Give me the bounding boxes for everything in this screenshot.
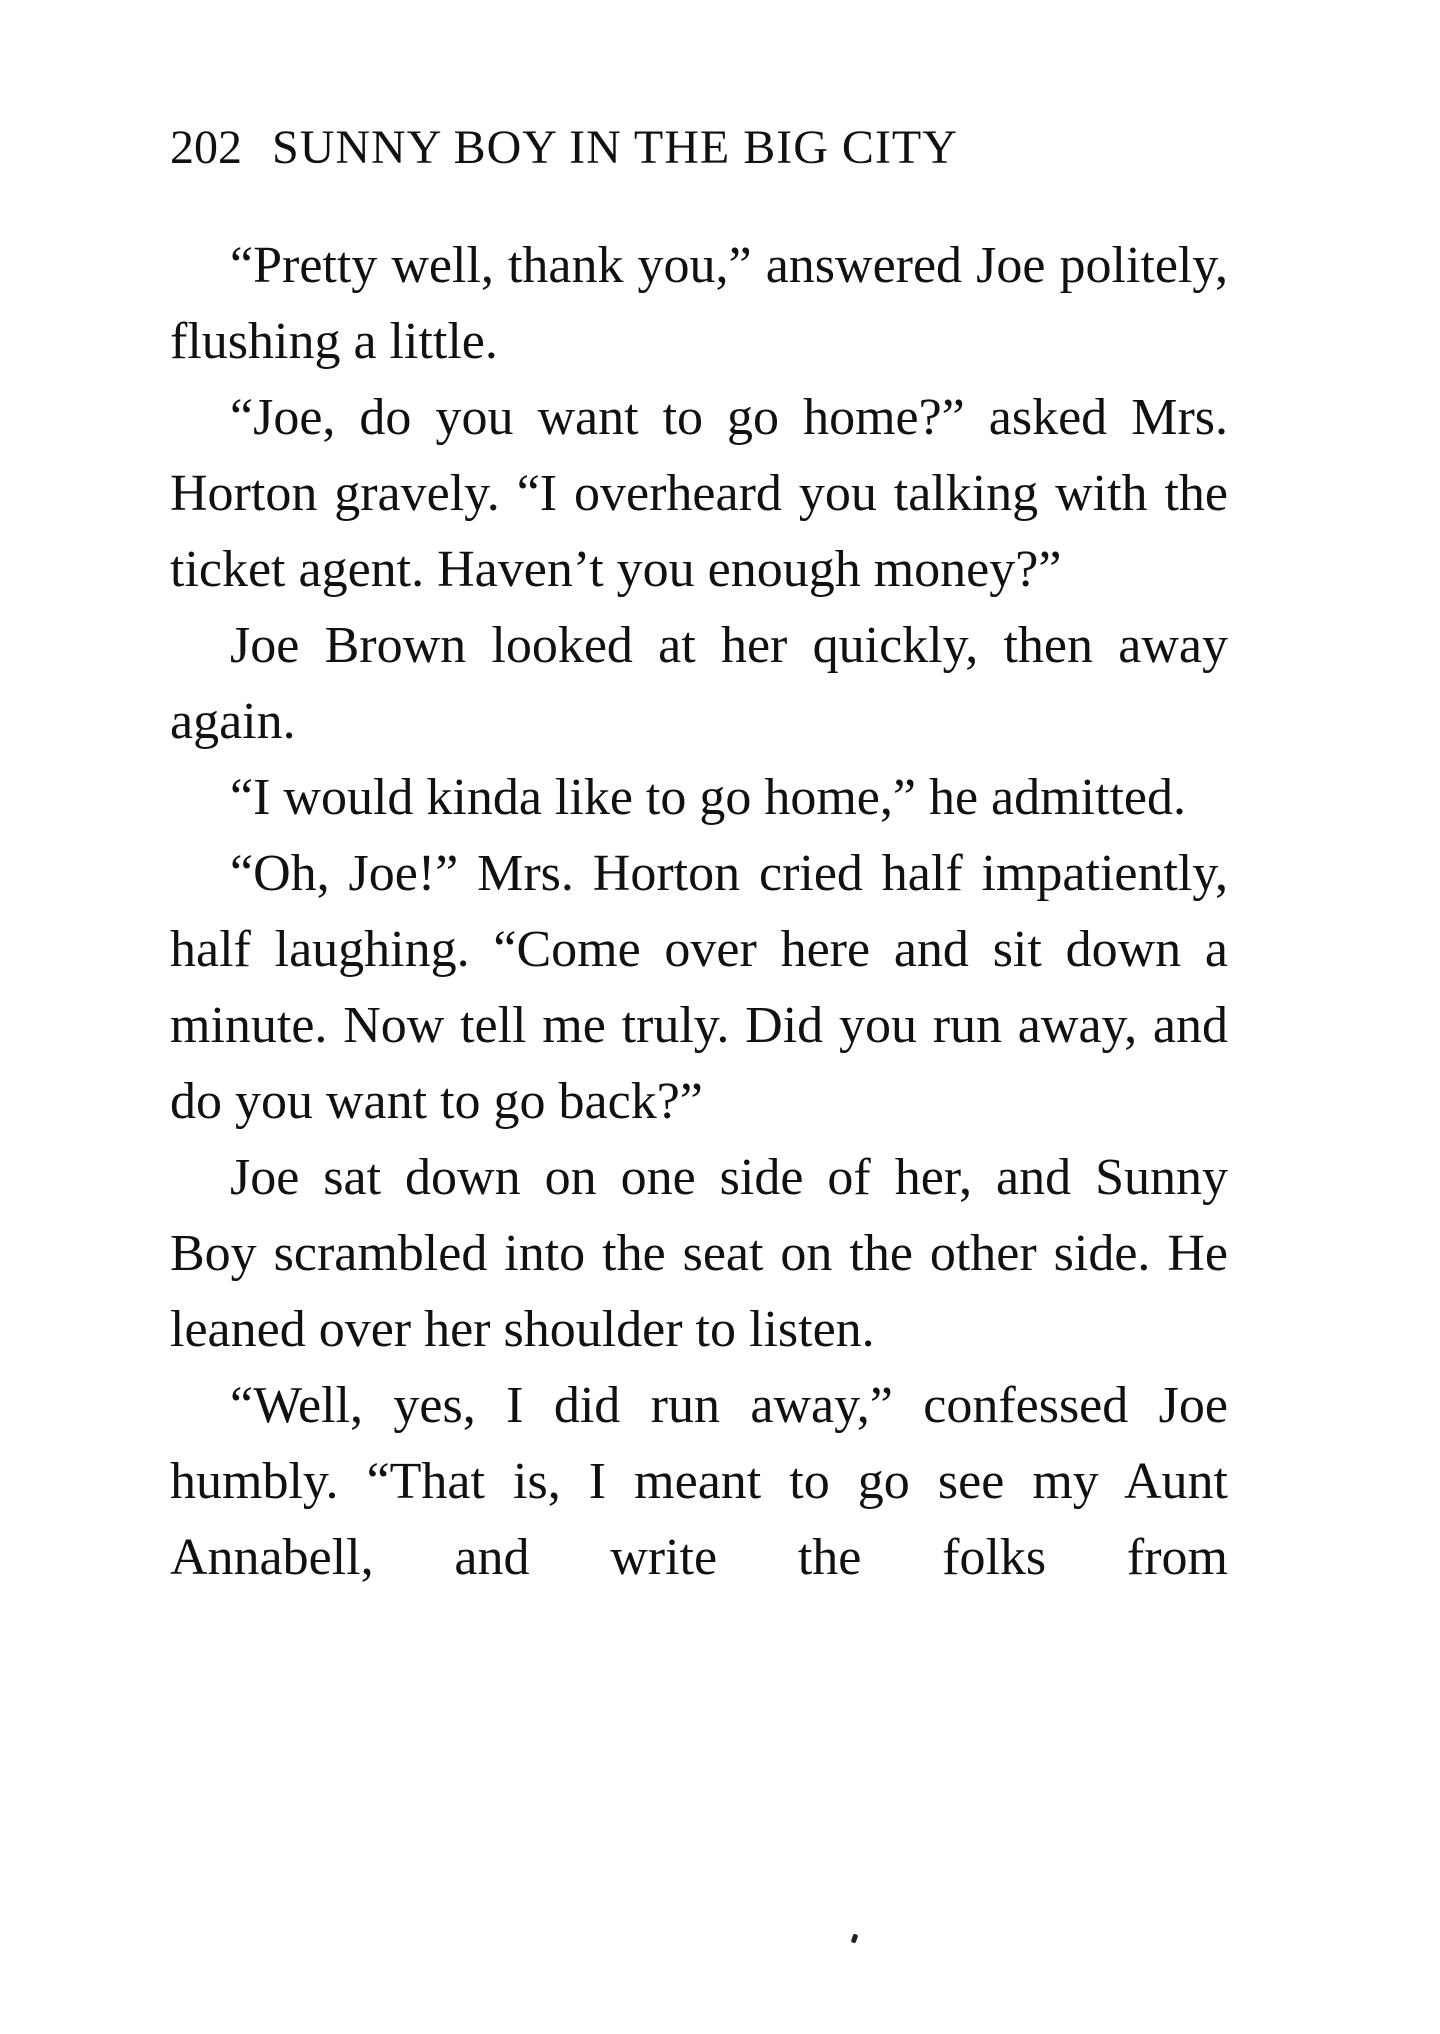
paragraph: “Oh, Joe!” Mrs. Horton cried half impatiently, half laughing. “Come over here and sit down a minute. Now tell me truly. Did you run away, and do you want to go back?”	[170, 845, 1228, 1130]
paragraph: Joe sat down on one side of her, and Sunny Boy scrambled into the seat on the other side. He leaned over her shoulder to listen.	[170, 1149, 1228, 1358]
print-speck	[851, 1933, 859, 1943]
paragraph: “Joe, do you want to go home?” asked Mrs. Horton gravely. “I overheard you talking with the ticket agent. Haven’t you enough money?”	[170, 389, 1228, 598]
paragraph: “Pretty well, thank you,” answered Joe politely, flushing a little.	[170, 237, 1228, 370]
running-head	[170, 118, 1230, 178]
body-text	[170, 228, 1228, 1596]
page-number: 202	[170, 121, 242, 174]
paragraph: Joe Brown looked at her quickly, then away again.	[170, 617, 1228, 750]
paragraph: “I would kinda like to go home,” he admitted.	[230, 769, 1186, 826]
paragraph-continued: “Well, yes, I did run away,” confessed Joe humbly. “That is, I meant to go see my Aunt Annabell, and write the folks from	[170, 1377, 1228, 1586]
book-title: SUNNY BOY IN THE BIG CITY	[272, 121, 958, 174]
